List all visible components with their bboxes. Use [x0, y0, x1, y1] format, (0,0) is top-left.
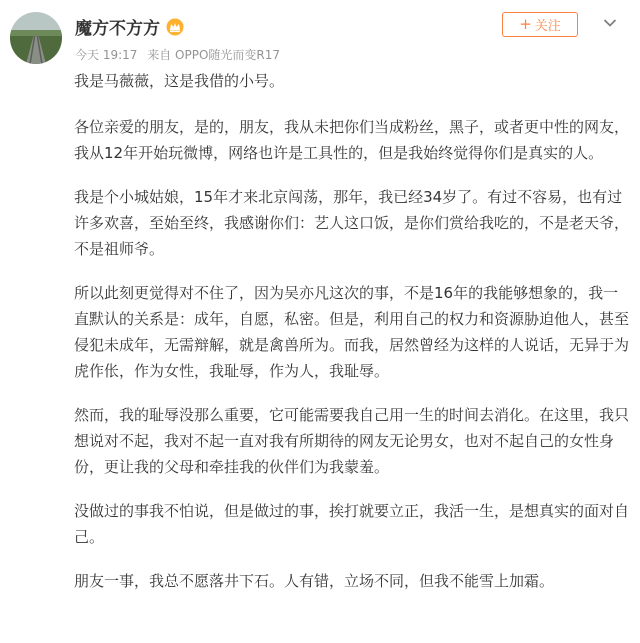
follow-button[interactable]	[502, 12, 578, 37]
vip-crown-icon	[166, 18, 184, 36]
user-name-row	[75, 14, 184, 39]
avatar[interactable]	[10, 12, 62, 64]
post-paragraph: 我是个小城姑娘，15年才来北京闯荡，那年，我已经34岁了。有过不容易，也有过许多欢喜，至始至终，我感谢你们：艺人这口饭，是你们赏给我吃的，不是老天爷，不是祖师爷。	[74, 188, 630, 258]
plus-icon: +	[519, 15, 532, 33]
chevron-down-icon[interactable]	[603, 18, 617, 28]
follow-button-label: 关注	[534, 19, 561, 34]
post-paragraph: 没做过的事我不怕说，但是做过的事，挨打就要立正，我活一生，是想真实的面对自己。	[74, 502, 630, 546]
post-meta	[75, 46, 280, 63]
post-paragraph: 所以此刻更觉得对不住了，因为吴亦凡这次的事，不是16年的我能够想象的，我一直默认的关系是：成年，自愿，私密。但是，利用自己的权力和资源胁迫他人，甚至侵犯未成年，无需辩解，就是禽兽所为。而我，居然曾经为这样的人说话，无异于为虎作伥，作为女性，我耻辱，作为人，我耻辱。	[74, 284, 630, 380]
post-paragraph: 我是马薇薇，这是我借的小号。	[74, 72, 285, 90]
post-paragraph: 然而，我的耻辱没那么重要，它可能需要我自己用一生的时间去消化。在这里，我只想说对不起，我对不起一直对我有所期待的网友无论男女，也对不起自己的女性身份，更让我的父母和牵挂我的伙伴们为我蒙羞。	[74, 406, 630, 476]
post-source[interactable]: 来自 OPPO随光而变R17	[147, 48, 281, 62]
post-body	[74, 68, 630, 612]
post-paragraph: 各位亲爱的朋友，是的，朋友，我从未把你们当成粉丝，黑子，或者更中性的网友，我从12年开始玩微博，网络也许是工具性的，但是我始终觉得你们是真实的人。	[74, 118, 630, 162]
post-paragraph: 朋友一事，我总不愿落井下石。人有错，立场不同，但我不能雪上加霜。	[74, 572, 555, 590]
user-name[interactable]: 魔方不方方	[75, 19, 160, 39]
avatar-image	[10, 12, 62, 64]
post-time[interactable]: 今天 19:17	[75, 48, 138, 62]
